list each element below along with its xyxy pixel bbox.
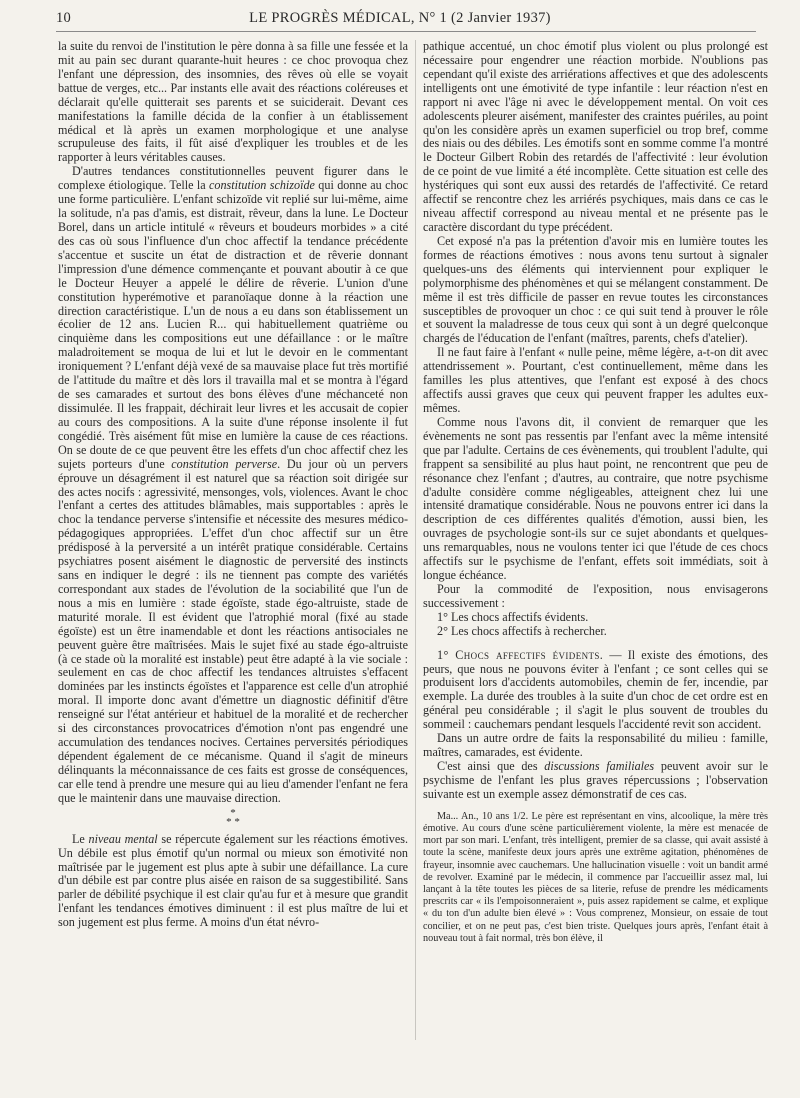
separator-star: * (230, 806, 236, 819)
header-rule (56, 31, 756, 32)
text-span: C'est ainsi que des (437, 759, 545, 774)
page-number: 10 (56, 10, 72, 26)
page-header (0, 10, 800, 30)
text-span: — Il existe des émotions, des peurs, que nous ne pouvons éviter à l'enfant ; ce sont celles qui se produisent lors d'accidents automobiles, chemin de fer, incendie, par exemple. La durée des troubles à la suite d'un choc de cet ordre est en général peu considérable ; il s'agit le plus souvent de troubles du sommeil : cauchemars pendant lesquels l'accidenté revit son accident. (423, 647, 768, 732)
list-item: 1° Les chocs affectifs évidents. (437, 609, 589, 624)
text-span: qui donne au choc une forme particulière. L'enfant schizoïde vit replié sur lui-même, aime la solitude, n'a pas d'amis, est distrait, rêveur, dans la lune. Le Docteur Borel, dans un article intitulé « rêveurs et boudeurs morbides » a cité des cas où sous l'influence d'un choc affectif la tendance précédente s'accentue et suscite un état de distraction et de rêverie donnant l'impression d'une démence commençante et pouvant aboutir à ce que le Docteur Heuyer a appelé le délire de rêverie. L'union d'une constitution hyperémotive et paranoïaque donne à la réaction une direction caractéristique. L'un de nous a eu dans son établissement un écolier de 12 ans. Lucien R... qui habituellement quatrième ou cinquième dans les compositions eut une défaillance : or le maître maladroitement se moqua de lui et lut le devoir en le commentant ironiquement ? L'enfant déjà vexé de sa mauvaise place fut très mortifié de l'attitude du maître et dès lors il travailla mal et se montra à l'égard de ses camarades et surtout des bons élèves d'une méchanceté non dissimulée. Il les frappait, déchirait leur livres et les accusait de copier au cours des compositions. A la suite d'une réponse insolente il fut congédié. Très aisément fût mise en lumière la cause de ces réactions. On se doute de ce que peuvent être les effets d'un choc affectif chez les sujets porteurs d'une (58, 178, 409, 471)
text-span: D'autres tendances constitutionnelles peuvent figurer dans le complexe étiologique. Telle la (58, 164, 408, 193)
paragraph: pathique accentué, un choc émotif plus violent ou plus prolongé est nécessaire pour engendrer une réaction morbide. N'oublions pas cependant qu'il existe des arriérations affectives et que des adolescents intelligents ont une émotivité de type infantile : leur réaction n'est en rapport ni avec l'âge ni avec le développement mental. On voit ces adolescents pleurer aisément, manifester des craintes puériles, au point qu'on les considère après un examen superficiel ou trop bref, comme des niais ou des débiles. Les émotifs sont en somme comme l'a montré le Docteur Gilbert Robin des retardés de l'affectivité : leur évolution de ce point de vue limité a été incomplète. Cette situation est celle des hystériques qui sont eux aussi des retardés de l'affectivité. Ce retard affectif se rencontre chez les arriérés psychiques, mais dans ce cas le niveau affectif correspond au niveau mental et ne présente pas le caractère discordant du type précédent. (423, 39, 768, 234)
left-column (58, 40, 408, 930)
text-span: Le (72, 831, 89, 846)
paragraph: la suite du renvoi de l'institution le père donna à sa fille une fessée et la mit au pain sec durant quarante-huit heures : ce choc provoqua chez l'enfant une dépression, des insomnies, des rêves où elle se voyait battue de verges, etc... Par instants elle avait des réactions coléreuses et déclarait qu'elle quitterait ses parents et se suiciderait. Devant ces manifestations la famille décida de la confier à un établissement médical et là après un examen morphologique et une analyse scrupuleuse des faits, il fût aisé d'expliquer les troubles et de les rapporter à leurs véritables causes. (58, 39, 408, 165)
section-heading: 1° Chocs affectifs évidents. (437, 647, 604, 662)
paragraph (58, 833, 408, 930)
paragraph (423, 649, 768, 733)
paragraph (423, 760, 768, 802)
paragraph: Pour la commodité de l'exposition, nous envisagerons successivement : (423, 581, 768, 610)
italic-term: niveau mental (88, 831, 158, 846)
italic-term: constitution schizoïde (209, 178, 315, 193)
section-separator (58, 806, 408, 828)
italic-term: constitution perverse (171, 456, 278, 471)
text-span: . Du jour où un pervers éprouve un désagrément il est naturel que sa réaction soit dirigée sur des actes nocifs : agressivité, mensonges, vols, violences. Avant le choc l'enfant a certes des attitudes blâmables, mais supportables : après le choc la tendance perverse s'intensifie et nécessite des mesures médico-pédagogiques appropriées. L'effet d'un choc affectif sur un être prédisposé à la perversité a un intérêt pratique considérable. Certains psychiatres posent aisément le diagnostic de perversité des instincts sans en indiquer le degré : ils ne tiennent pas compte des variétés correspondant aux stades de l'évolution de la sociabilité que l'un de nous a mis en lumière : stade égoïste, stade égo-altruiste, stade de maturité morale. Il est évident que l'atrophié moral (fixé au stade égoïste) est un être inamendable et dont les réactions antisociales ne peuvent guère être maîtrisées. Mais le sujet fixé au stade égo-altruiste (à ce stade où la moralité est instable) peut être adapté à la vie sociale : seulement en cas de choc affectif les tendances altruistes s'effacent dominées par les instincts égoïstes et l'apparence est celle d'un atrophié moral. Il importe donc avant d'émettre un diagnostic définitif d'être renseigné sur l'état antérieur et habituel de la moralité et de rechercher si des circonstances provocatrices d'émotion n'ont pas engendré une accumulation des tendances nocives. Certaines perversités périodiques dépendent également de ce mécanisme. Quand il s'agit de mineurs délinquants la méconnaissance de ces faits est grosse de conséquences, car elle tend à prendre une mesure qui au lieu d'amender l'enfant ne fera que le maintenir dans une mauvaise direction. (58, 456, 408, 805)
paragraph (58, 165, 408, 805)
paragraph: Cet exposé n'a pas la prétention d'avoir mis en lumière toutes les formes de réactions émotives : nous avons tenu surtout à signaler quelques-uns des éléments qui interviennent pour expliquer le polymorphisme des phénomènes et qui se mélangent constamment. De même il est très difficile de passer en revue toutes les circonstances susceptibles de provoquer un choc : ce qui suit tend à prouver le rôle et souvent la maladresse de tous ceux qui sont à un degré quelconque chargés de l'éducation de l'enfant (maîtres, parents, chefs d'atelier). (423, 233, 768, 346)
column-divider (415, 40, 416, 1040)
list-item: 2° Les chocs affectifs à rechercher. (437, 623, 607, 638)
running-title: LE PROGRÈS MÉDICAL, N° 1 (2 Janvier 1937) (249, 10, 551, 26)
paragraph: Il ne faut faire à l'enfant « nulle peine, même légère, a-t-on dit avec attendrissement ». Pourtant, c'est continuellement, même dans les familles les plus attentives, que l'enfant est exposé à des chocs affectifs aussi graves que ceux qui peuvent frapper les adultes eux-mêmes. (423, 345, 768, 415)
text-span: se répercute également sur les réactions émotives. Un débile est plus émotif qu'un normal ou mieux son émotivité non maîtrisée par le jugement est plus apte à subir une défaillance. La cure d'un débile est par contre plus aisée en raison de sa suggestibilité. Sans parler de débilité psychique il est clair qu'au fur et à mesure que grandit l'enfant les tendances émotives diminuent : il est plus maître de lui et son jugement est plus ferme. A moins d'un état névro- (58, 831, 408, 930)
right-column (423, 40, 768, 945)
separator-stars: * * (226, 815, 240, 828)
italic-term: discussions familiales (544, 759, 655, 774)
paragraph: Comme nous l'avons dit, il convient de remarquer que les évènements ne sont pas ressentis par l'enfant avec la même intensité que par l'adulte. Certains de ces évènements, qui troublent l'adulte, qui frappent sa sensibilité au plus haut point, ne rencontrent que peu de résonance chez l'enfant ; d'autres, au contraire, que notre psychisme d'adulte considère comme négligeables, atteignent chez lui une intensité dramatique considérable. Nous ne pouvons entrer ici dans la description de ces différentes qualités d'émotion, aussi bien, les ouvrages de psychologie sont-ils sur ce sujet abondants et quelques-uns remarquables, nous ne voulons tenter ici que l'étude de ces chocs affectifs sur le psychisme de l'enfant, effets soit immédiats, soit à longue échéance. (423, 414, 768, 583)
text-span: peuvent avoir sur le psychisme de l'enfant les plus graves répercussions ; l'observation suivante est un exemple assez démonstratif de ces cas. (423, 759, 768, 801)
case-observation: Ma... An., 10 ans 1/2. Le père est représentant en vins, alcoolique, la mère très émotive. Au cours d'une scène particulièrement violente, la mère est menacée de mort par son mari. L'enfant, très intelligent, premier de sa classe, qui avait assisté à toute la scène, manifeste deux jours après une extrême agitation, phénomènes de frayeur, insomnie avec cauchemars. Une hallucination visuelle : voit un bandit armé de revolver. Examiné par le médecin, il commence par l'accueillir assez mal, lui lançant à la tête toutes les pièces de sa literie, refuse de prendre les médicaments prescrits car « ils l'empoisonneraient », puis assez rapidement se calme, et explique « du ton d'un adulte bien élevé » : Vous comprenez, Monsieur, on essaie de tout concilier, et on ne peut pas, c'est bien triste. Quelques jours après, l'enfant était à nouveau tout à fait normal, très bon élève, il (423, 810, 768, 944)
paragraph: Dans un autre ordre de faits la responsabilité du milieu : famille, maîtres, camarades, est évidente. (423, 731, 768, 760)
